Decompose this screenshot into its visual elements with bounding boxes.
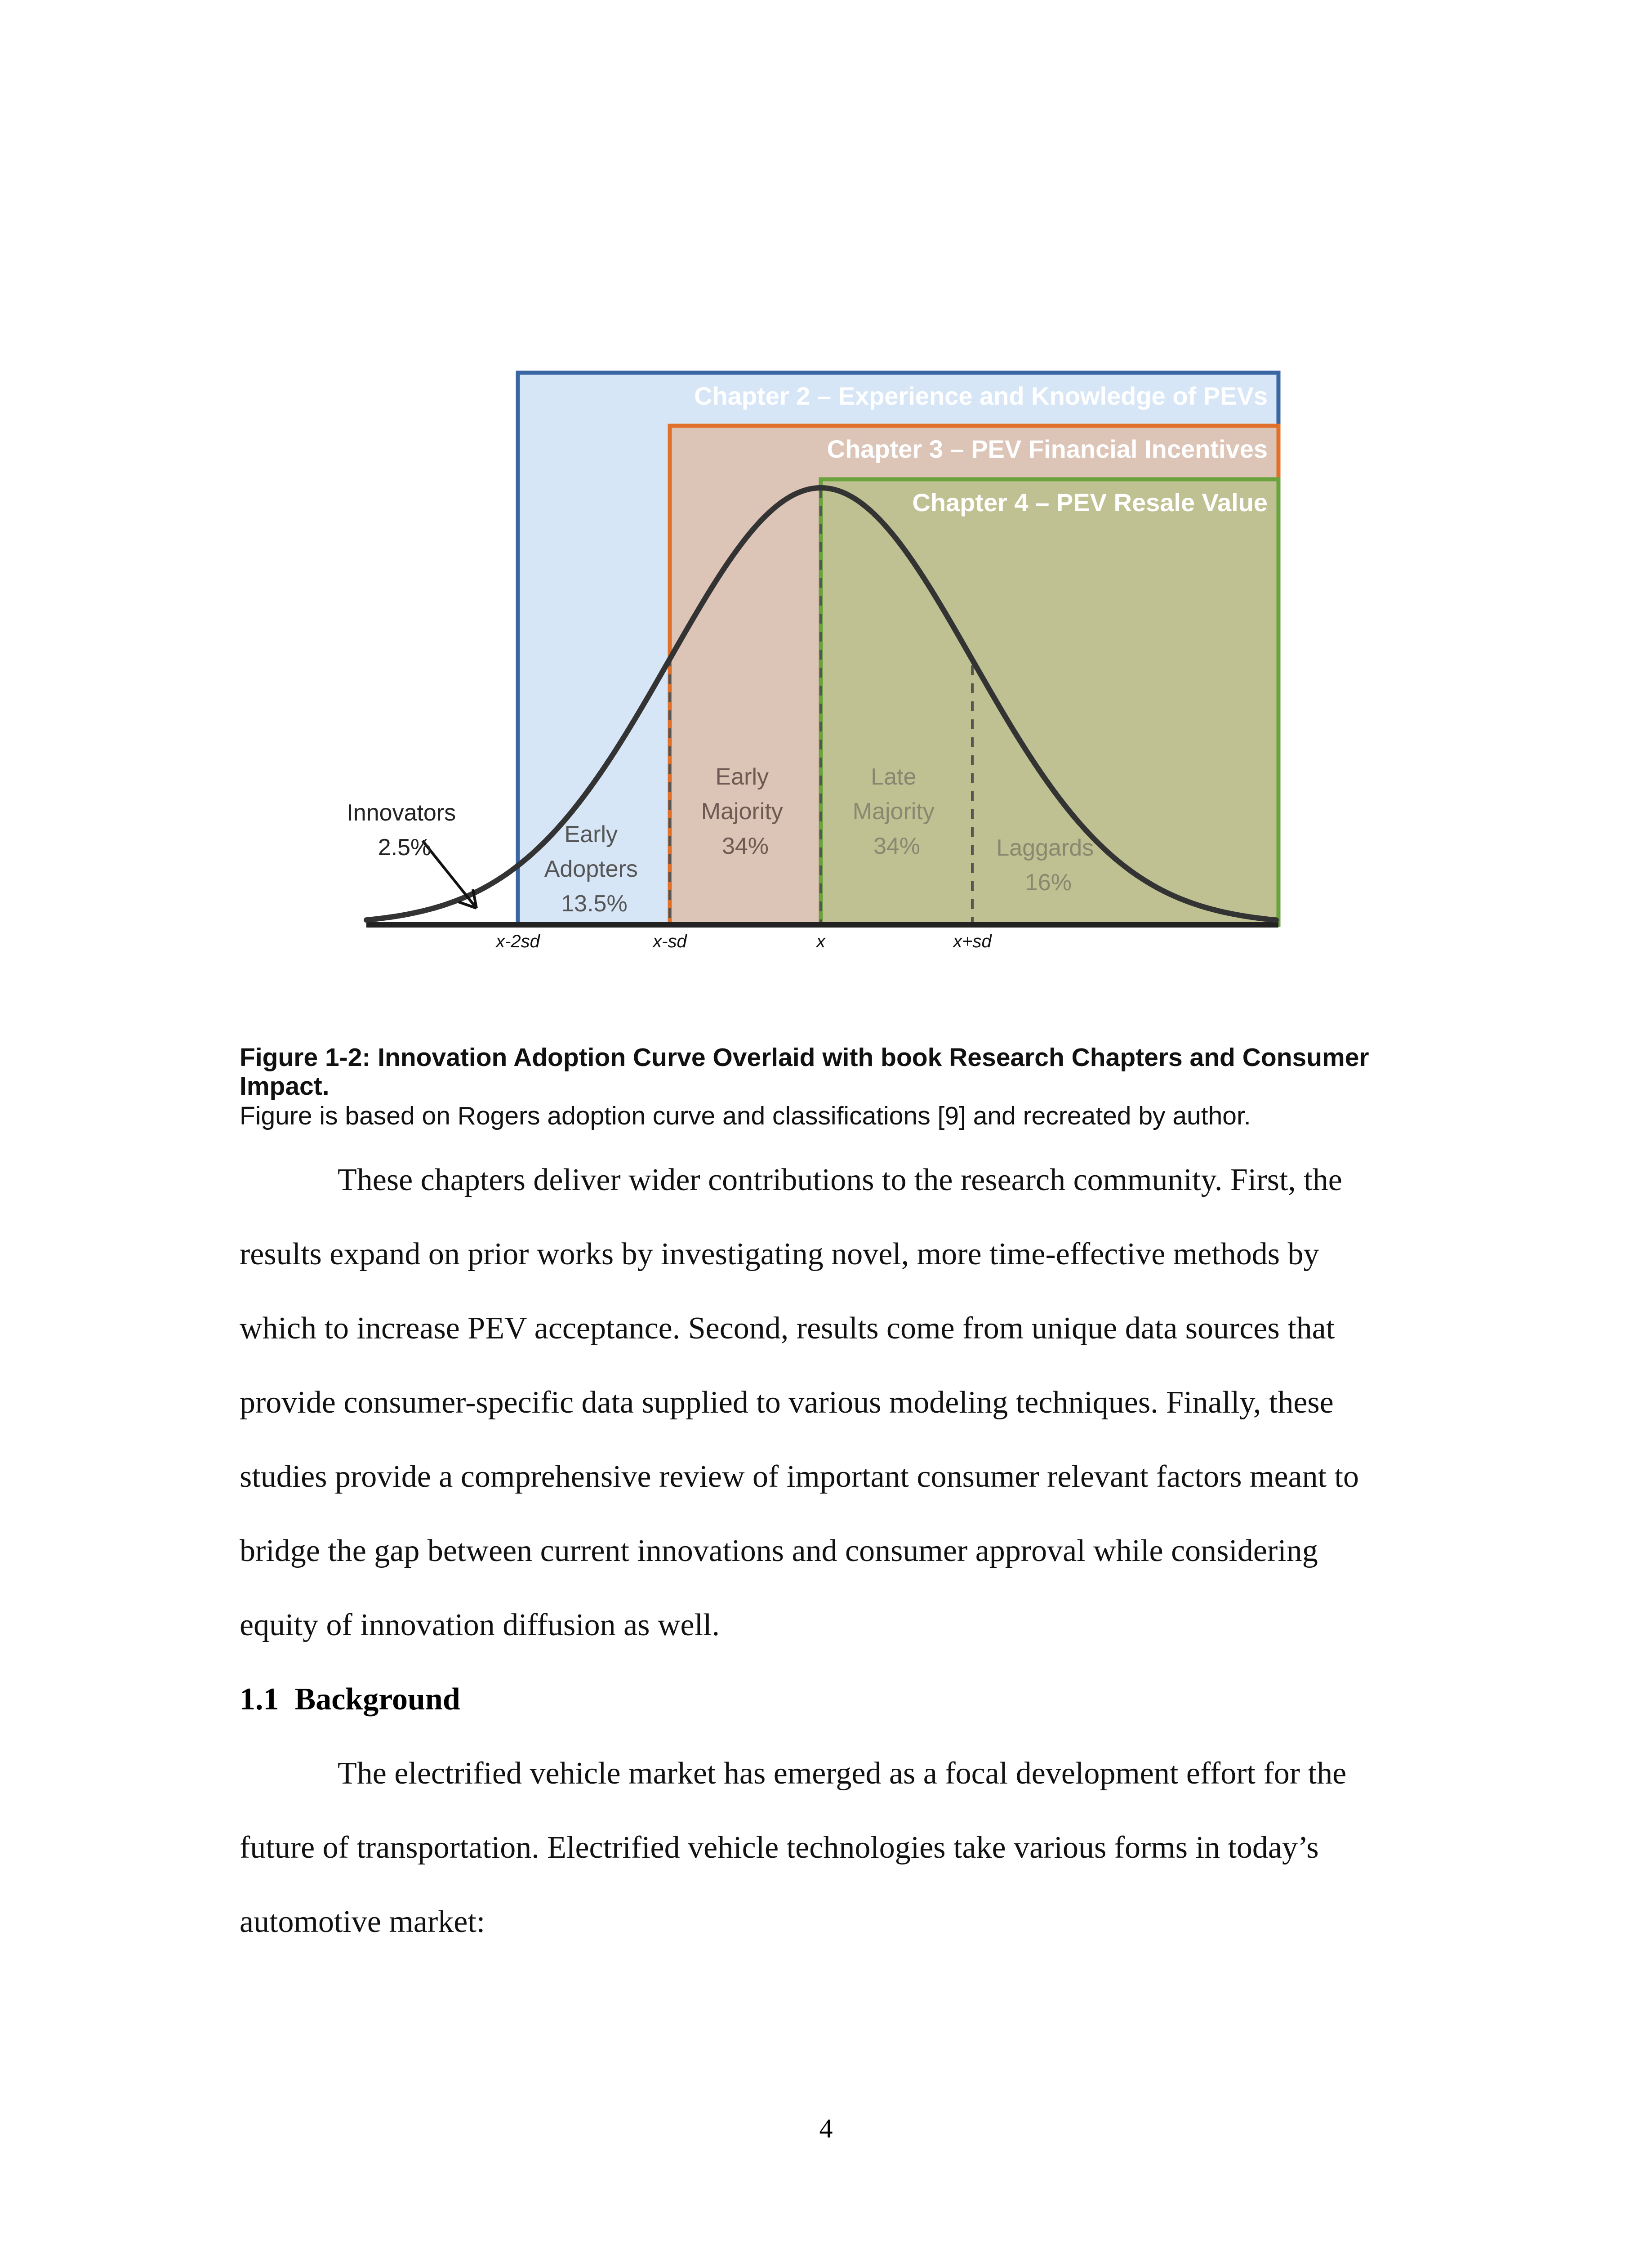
x-tick-x-plus-sd: x+sd [953,932,992,951]
paragraph1-line: bridge the gap between current innovations and consumer approval while considering [240,1534,1318,1568]
segment-late-majority-line3: 34% [873,833,921,859]
paragraph2-line: The electrified vehicle market has emerged as a focal development effort for the [338,1756,1347,1791]
segment-early-majority-line2: Majority [701,798,783,825]
section-title: Background [294,1682,460,1717]
paragraph1-line: results expand on prior works by investigating novel, more time-effective methods by [240,1237,1319,1271]
paragraph1-line: equity of innovation diffusion as well. [240,1608,720,1642]
section-number: 1.1 [240,1682,279,1717]
segment-early-adopters-line2: Adopters [544,856,638,882]
segment-early-adopters-line3: 13.5% [561,891,628,917]
figure-caption-title: Figure 1-2: Innovation Adoption Curve Overlaid with book Research Chapters and Consumer Impact. [240,1043,1369,1101]
chapter-4-title: Chapter 4 – PEV Resale Value [912,488,1268,517]
segment-innovators-line2: 2.5% [378,834,432,861]
segment-late-majority-line2: Majority [852,798,935,825]
segment-late-majority-line1: Late [871,764,917,790]
x-tick-x-sd: x-sd [653,932,687,951]
adoption-curve-figure [0,0,1652,989]
segment-innovators-line1: Innovators [347,800,456,826]
chapter-2-title: Chapter 2 – Experience and Knowledge of PEVs [694,382,1268,410]
segment-early-majority-line3: 34% [721,833,769,859]
x-tick-x-2sd: x-2sd [496,932,540,951]
section-heading [240,1682,460,1717]
paragraph1-line: These chapters deliver wider contributions to the research community. First, the [338,1163,1342,1197]
paragraph1-line: studies provide a comprehensive review of important consumer relevant factors meant to [240,1459,1359,1494]
segment-laggards-line2: 16% [1024,870,1072,896]
segment-label-innovators [347,800,462,861]
segment-laggards-line1: Laggards [996,835,1094,861]
segment-early-adopters-line1: Early [564,821,618,847]
paragraph2-line: future of transportation. Electrified vehicle technologies take various forms in today’s [240,1830,1319,1865]
segment-early-majority-line1: Early [715,764,769,790]
paragraph1-line: which to increase PEV acceptance. Second, results come from unique data sources that [240,1311,1335,1346]
paragraph1-line: provide consumer-specific data supplied to various modeling techniques. Finally, these [240,1385,1334,1420]
paragraph2-line: automotive market: [240,1905,485,1939]
page-number: 4 [819,2114,833,2143]
figure-caption-note: Figure is based on Rogers adoption curve and classifications [9] and recreated by author. [240,1102,1251,1130]
chapter-3-title: Chapter 3 – PEV Financial Incentives [827,435,1268,463]
x-tick-x: x [816,932,825,951]
